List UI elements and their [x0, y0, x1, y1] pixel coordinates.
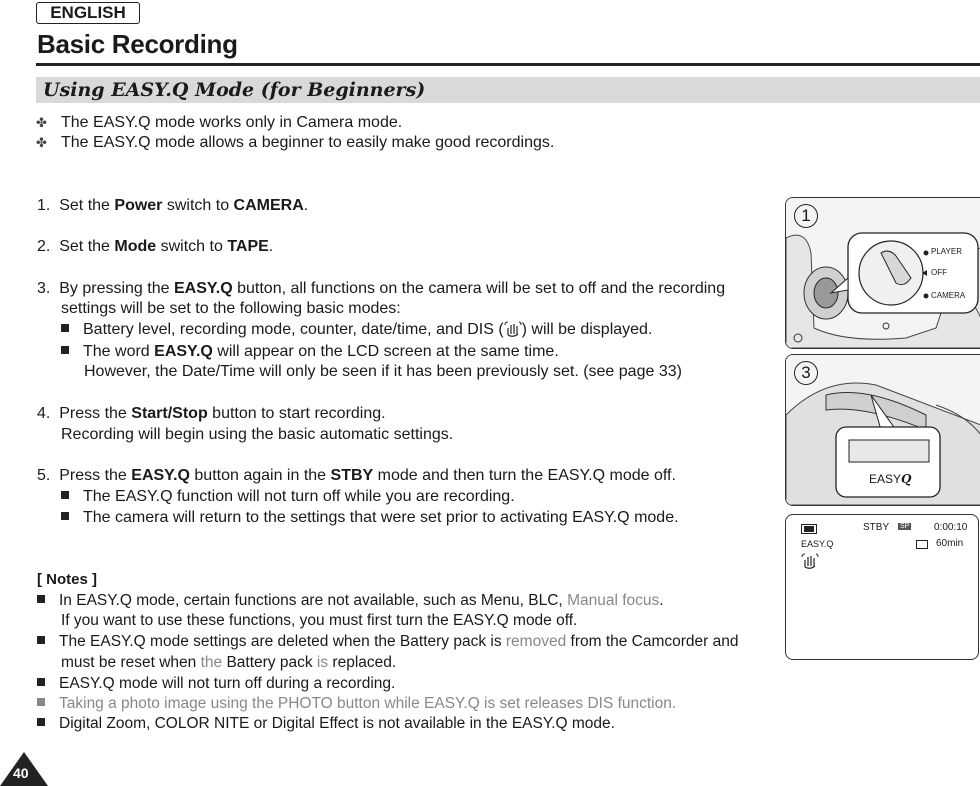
text: The EASY.Q function will not turn off while you are recording.: [83, 488, 515, 505]
step-3: [37, 279, 725, 299]
section-bar: [36, 77, 980, 103]
text: The EASY.Q mode settings are deleted when the Battery pack is: [59, 633, 506, 650]
text: is: [316, 654, 329, 671]
text: Manual focus: [567, 592, 660, 609]
dial-label-off: OFF: [931, 268, 947, 277]
text: button, all functions on the camera will be set to off and the recording: [232, 280, 726, 297]
step-1: [37, 196, 308, 216]
lcd-sp-badge: SP: [900, 523, 910, 530]
language-tab: ENGLISH: [36, 2, 140, 24]
note-1-line2: If you want to use these functions, you must first turn the EASY.Q mode off.: [61, 612, 578, 629]
note-4: [37, 694, 676, 714]
note-2-line2: [61, 653, 396, 673]
intro-line: The EASY.Q mode allows a beginner to easily make good recordings.: [61, 134, 555, 151]
figure-number: 1: [794, 204, 818, 228]
square-bullet-icon: [37, 718, 45, 726]
cross-bullet-icon: ✤: [36, 135, 47, 150]
lcd-remaining: 60min: [936, 538, 964, 549]
text: Set the: [59, 197, 115, 214]
figure-number: 3: [794, 361, 818, 385]
text: .: [303, 197, 309, 214]
cross-bullet-icon: ✤: [36, 115, 47, 130]
text: .: [268, 238, 274, 255]
bold: EASY.Q: [131, 467, 190, 484]
square-bullet-icon: [61, 512, 69, 520]
tape-icon: [916, 540, 928, 549]
figure-easyq-button: [785, 354, 980, 506]
text: button again in the: [189, 467, 331, 484]
bold: STBY: [330, 467, 374, 484]
text: removed: [505, 633, 567, 650]
step-5-bullet-1: [61, 487, 515, 507]
dis-hand-icon: [504, 321, 522, 337]
battery-icon: [801, 524, 817, 534]
page-number: 40: [13, 765, 29, 781]
square-bullet-icon: [37, 698, 45, 706]
step-4: [37, 404, 386, 424]
text: Press the: [59, 405, 132, 422]
step-3-bullet-1: [61, 320, 652, 340]
text: Battery pack: [222, 654, 317, 671]
text: EASY.Q mode will not turn off during a recording.: [59, 675, 396, 692]
text: The word: [83, 343, 155, 360]
square-bullet-icon: [37, 678, 45, 686]
bold: CAMERA: [233, 197, 304, 214]
dial-label-camera: CAMERA: [931, 291, 966, 300]
figure-lcd-screen: [785, 514, 979, 660]
text: must be reset when: [61, 654, 201, 671]
square-bullet-icon: [37, 636, 45, 644]
note-5: [37, 714, 615, 734]
text: ) will be displayed.: [521, 321, 653, 338]
step-5-bullet-2: [61, 508, 679, 528]
square-bullet-icon: [61, 491, 69, 499]
text: switch to: [156, 238, 228, 255]
square-bullet-icon: [37, 595, 45, 603]
text: In EASY.Q mode, certain functions are not available, such as Menu, BLC,: [59, 592, 568, 609]
text: Taking a photo image using the PHOTO button while EASY.Q is set releases DIS function.: [59, 695, 677, 712]
bold: TAPE: [227, 238, 269, 255]
note-3: [37, 674, 395, 694]
step-3-bullet-2: [61, 342, 559, 362]
notes-heading: [ Notes ]: [37, 571, 97, 588]
text: switch to: [162, 197, 234, 214]
bold: Mode: [114, 238, 157, 255]
square-bullet-icon: [61, 346, 69, 354]
step-number: 4.: [37, 405, 51, 422]
bold: Start/Stop: [131, 405, 208, 422]
text: .: [659, 592, 664, 609]
step-number: 1.: [37, 197, 51, 214]
text: Battery level, recording mode, counter, date/time, and DIS (: [83, 321, 504, 338]
intro-line: The EASY.Q mode works only in Camera mode.: [61, 114, 403, 131]
lcd-easyq: EASY.Q: [801, 539, 834, 549]
text: mode and then turn the EASY.Q mode off.: [373, 467, 676, 484]
section-title: Using EASY.Q Mode (for Beginners): [43, 79, 426, 101]
step-number: 3.: [37, 280, 51, 297]
lcd-counter: 0:00:10: [934, 522, 968, 533]
step-5: [37, 466, 676, 486]
step-number: 2.: [37, 238, 51, 255]
text: the: [200, 654, 223, 671]
step-2: [37, 237, 273, 257]
square-bullet-icon: [61, 324, 69, 332]
text: Set the: [59, 238, 115, 255]
bold: EASY.Q: [154, 343, 213, 360]
page-title: Basic Recording: [37, 29, 238, 59]
note-1: [37, 591, 664, 611]
text: EASY: [869, 472, 902, 486]
dis-hand-icon: [801, 553, 819, 569]
note-2: [37, 632, 739, 652]
text: from the Camcorder and: [566, 633, 739, 650]
q-logo-icon: Q: [901, 472, 912, 486]
step-number: 5.: [37, 467, 51, 484]
figure-power-switch: [785, 197, 980, 349]
bold: Power: [114, 197, 163, 214]
text: Digital Zoom, COLOR NITE or Digital Effect is not available in the EASY.Q mode.: [59, 715, 615, 732]
step-3-bullet-2-line2: However, the Date/Time will only be seen if it has been previously set. (see page 33): [84, 363, 682, 380]
title-rule: [36, 63, 980, 66]
text: Press the: [59, 467, 132, 484]
text: The camera will return to the settings that were set prior to activating EASY.Q mode.: [83, 509, 679, 526]
step-3-line2: settings will be set to the following basic modes:: [61, 300, 401, 317]
easy-button-label: [869, 472, 911, 486]
lcd-stby: STBY: [863, 522, 890, 533]
bold: EASY.Q: [173, 280, 233, 297]
text: replaced.: [328, 654, 397, 671]
step-4-line2: Recording will begin using the basic automatic settings.: [61, 426, 454, 443]
dial-label-player: PLAYER: [931, 247, 962, 256]
text: button to start recording.: [207, 405, 386, 422]
text: will appear on the LCD screen at the same time.: [212, 343, 559, 360]
text: By pressing the: [59, 280, 174, 297]
